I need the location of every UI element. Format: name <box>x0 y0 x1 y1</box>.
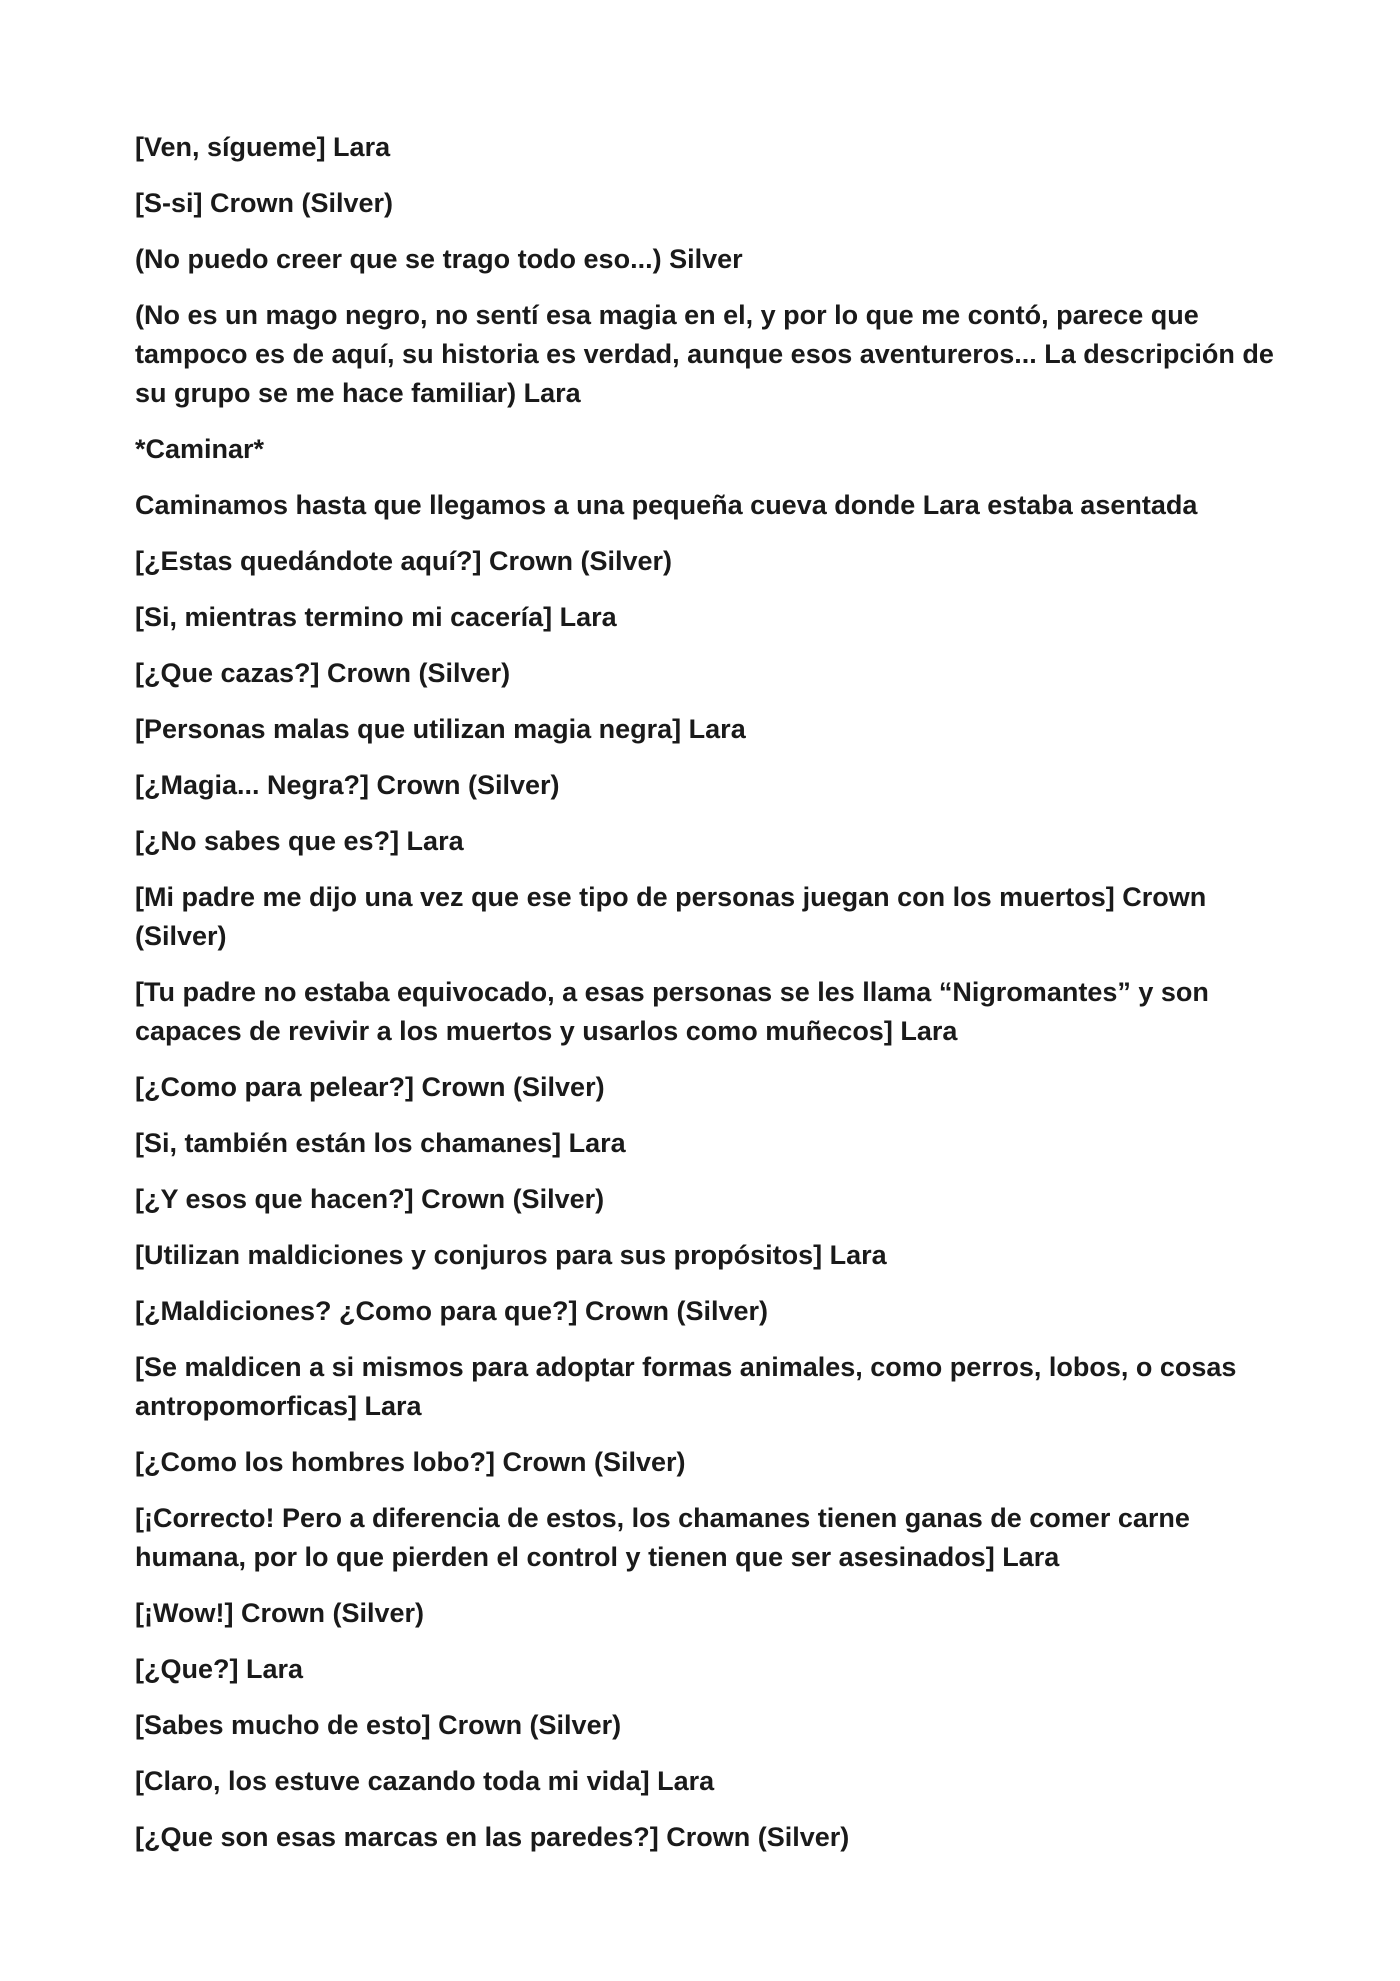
dialogue-line: (No puedo creer que se trago todo eso...) Silver <box>135 244 743 274</box>
dialogue-line: [Tu padre no estaba equivocado, a esas personas se les llama “Nigromantes” y son capaces de revivir a los muertos y usarlos como muñecos] Lara <box>135 977 1209 1046</box>
dialogue-line: [¿Magia... Negra?] Crown (Silver) <box>135 770 560 800</box>
dialogue-line: [¿Estas quedándote aquí?] Crown (Silver) <box>135 546 673 576</box>
dialogue-line: [¡Wow!] Crown (Silver) <box>135 1598 424 1628</box>
dialogue-line: [¿Que son esas marcas en las paredes?] Crown (Silver) <box>135 1822 850 1852</box>
dialogue-line: [¿No sabes que es?] Lara <box>135 826 464 856</box>
dialogue-line: [Si, mientras termino mi cacería] Lara <box>135 602 617 632</box>
dialogue-line: [¿Que?] Lara <box>135 1654 304 1684</box>
dialogue-line: [¿Como los hombres lobo?] Crown (Silver) <box>135 1447 686 1477</box>
dialogue-line: [¿Maldiciones? ¿Como para que?] Crown (Silver) <box>135 1296 769 1326</box>
dialogue-line: [Sabes mucho de esto] Crown (Silver) <box>135 1710 622 1740</box>
dialogue-line: [¿Como para pelear?] Crown (Silver) <box>135 1072 605 1102</box>
dialogue-line: [Si, también están los chamanes] Lara <box>135 1128 626 1158</box>
dialogue-line: [¿Y esos que hacen?] Crown (Silver) <box>135 1184 605 1214</box>
dialogue-line: [Ven, sígueme] Lara <box>135 132 391 162</box>
dialogue-line: [Mi padre me dijo una vez que ese tipo de personas juegan con los muertos] Crown (Silver) <box>135 882 1207 951</box>
dialogue-line: [Claro, los estuve cazando toda mi vida] Lara <box>135 1766 715 1796</box>
dialogue-line: *Caminar* <box>135 434 265 464</box>
dialogue-line: [¡Correcto! Pero a diferencia de estos, los chamanes tienen ganas de comer carne humana, por lo que pierden el control y tienen que ser asesinados] Lara <box>135 1503 1190 1572</box>
dialogue-line: (No es un mago negro, no sentí esa magia en el, y por lo que me contó, parece que tampoco es de aquí, su historia es verdad, aunque esos aventureros... La descripción de su grupo se me hace familiar) Lara <box>135 300 1274 408</box>
dialogue-line: [¿Que cazas?] Crown (Silver) <box>135 658 511 688</box>
dialogue-line: [Utilizan maldiciones y conjuros para sus propósitos] Lara <box>135 1240 887 1270</box>
dialogue-line: [Se maldicen a si mismos para adoptar formas animales, como perros, lobos, o cosas antropomorficas] Lara <box>135 1352 1237 1421</box>
dialogue-line: [Personas malas que utilizan magia negra] Lara <box>135 714 746 744</box>
dialogue-line: [S-si] Crown (Silver) <box>135 188 394 218</box>
narration-line: Caminamos hasta que llegamos a una pequeña cueva donde Lara estaba asentada <box>135 490 1198 520</box>
